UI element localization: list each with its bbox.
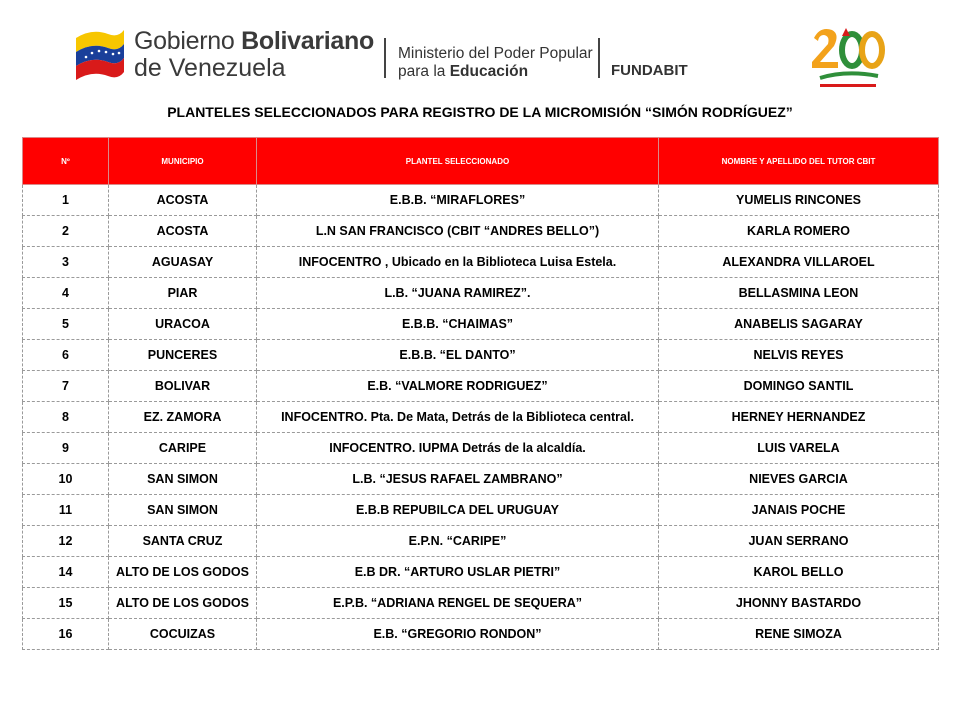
cell-tutor: JANAIS POCHE (659, 495, 939, 526)
cell-municipio: SANTA CRUZ (109, 526, 257, 557)
cell-number: 1 (23, 185, 109, 216)
cell-plantel: L.B. “JESUS RAFAEL ZAMBRANO” (257, 464, 659, 495)
cell-plantel: E.P.B. “ADRIANA RENGEL DE SEQUERA” (257, 588, 659, 619)
cell-plantel: L.N SAN FRANCISCO (CBIT “ANDRES BELLO”) (257, 216, 659, 247)
cell-tutor: HERNEY HERNANDEZ (659, 402, 939, 433)
cell-tutor: KARLA ROMERO (659, 216, 939, 247)
gov-word-gobierno: Gobierno (134, 27, 235, 55)
cell-number: 4 (23, 278, 109, 309)
cell-number: 3 (23, 247, 109, 278)
cell-tutor: LUIS VARELA (659, 433, 939, 464)
cell-plantel: E.B DR. “ARTURO USLAR PIETRI” (257, 557, 659, 588)
table-row (23, 185, 939, 216)
cell-plantel: E.B.B REPUBILCA DEL URUGUAY (257, 495, 659, 526)
cell-tutor: RENE SIMOZA (659, 619, 939, 650)
venezuela-flag-icon (72, 24, 128, 80)
table-row (23, 216, 939, 247)
table-row (23, 557, 939, 588)
table-row (23, 588, 939, 619)
fundabit-logo-text: FUNDABIT (611, 62, 688, 79)
cell-municipio: ACOSTA (109, 216, 257, 247)
cell-municipio: ALTO DE LOS GODOS (109, 588, 257, 619)
cell-number: 2 (23, 216, 109, 247)
government-logo-text (134, 29, 374, 81)
column-header-plantel: PLANTEL SELECCIONADO (257, 138, 659, 185)
ministry-name (398, 45, 593, 81)
cell-plantel: INFOCENTRO. Pta. De Mata, Detrás de la Biblioteca central. (257, 402, 659, 433)
cell-tutor: KAROL BELLO (659, 557, 939, 588)
table-row (23, 309, 939, 340)
cell-number: 12 (23, 526, 109, 557)
table-row (23, 495, 939, 526)
cell-number: 9 (23, 433, 109, 464)
table-row (23, 402, 939, 433)
cell-tutor: NIEVES GARCIA (659, 464, 939, 495)
cell-number: 11 (23, 495, 109, 526)
cell-municipio: URACOA (109, 309, 257, 340)
cell-number: 16 (23, 619, 109, 650)
table-row (23, 278, 939, 309)
cell-municipio: ACOSTA (109, 185, 257, 216)
cell-number: 5 (23, 309, 109, 340)
cell-municipio: COCUIZAS (109, 619, 257, 650)
column-header-number: Nº (23, 138, 109, 185)
table-row (23, 371, 939, 402)
cell-municipio: PUNCERES (109, 340, 257, 371)
cell-plantel: E.B.B. “CHAIMAS” (257, 309, 659, 340)
cell-plantel: E.B. “VALMORE RODRIGUEZ” (257, 371, 659, 402)
cell-municipio: SAN SIMON (109, 495, 257, 526)
column-header-municipio: MUNICIPIO (109, 138, 257, 185)
gov-word-bolivariano: Bolivariano (241, 27, 374, 55)
planteles-table (22, 137, 939, 650)
table-row (23, 526, 939, 557)
cell-municipio: CARIPE (109, 433, 257, 464)
cell-tutor: DOMINGO SANTIL (659, 371, 939, 402)
table-row (23, 619, 939, 650)
cell-municipio: AGUASAY (109, 247, 257, 278)
cell-plantel: E.P.N. “CARIPE” (257, 526, 659, 557)
gov-line-venezuela: de Venezuela (134, 54, 286, 82)
cell-municipio: SAN SIMON (109, 464, 257, 495)
cell-number: 14 (23, 557, 109, 588)
cell-plantel: INFOCENTRO , Ubicado en la Biblioteca Luisa Estela. (257, 247, 659, 278)
cell-plantel: E.B.B. “MIRAFLORES” (257, 185, 659, 216)
table-row (23, 464, 939, 495)
cell-plantel: E.B.B. “EL DANTO” (257, 340, 659, 371)
cell-municipio: EZ. ZAMORA (109, 402, 257, 433)
table-row (23, 340, 939, 371)
page-title: PLANTELES SELECCIONADOS PARA REGISTRO DE LA MICROMISIÓN “SIMÓN RODRÍGUEZ” (167, 104, 793, 120)
cell-number: 7 (23, 371, 109, 402)
cell-municipio: BOLIVAR (109, 371, 257, 402)
cell-plantel: E.B. “GREGORIO RONDON” (257, 619, 659, 650)
cell-tutor: ALEXANDRA VILLAROEL (659, 247, 939, 278)
cell-tutor: NELVIS REYES (659, 340, 939, 371)
ministry-line2-bold: Educación (449, 63, 529, 80)
header-divider (384, 38, 386, 78)
column-header-tutor: NOMBRE Y APELLIDO DEL TUTOR CBIT (659, 138, 939, 185)
cell-municipio: PIAR (109, 278, 257, 309)
table-header-row (23, 138, 939, 185)
cell-municipio: ALTO DE LOS GODOS (109, 557, 257, 588)
cell-number: 10 (23, 464, 109, 495)
cell-tutor: JHONNY BASTARDO (659, 588, 939, 619)
page-header (0, 0, 960, 100)
cell-number: 6 (23, 340, 109, 371)
cell-number: 8 (23, 402, 109, 433)
cell-number: 15 (23, 588, 109, 619)
header-divider (598, 38, 600, 78)
ministry-line1: Ministerio del Poder Popular (398, 45, 593, 62)
cell-plantel: L.B. “JUANA RAMIREZ”. (257, 278, 659, 309)
cell-tutor: JUAN SERRANO (659, 526, 939, 557)
cell-tutor: BELLASMINA LEON (659, 278, 939, 309)
cell-tutor: ANABELIS SAGARAY (659, 309, 939, 340)
cell-plantel: INFOCENTRO. IUPMA Detrás de la alcaldía. (257, 433, 659, 464)
ministry-line2-prefix: para la (398, 63, 446, 80)
table-row (23, 247, 939, 278)
table-row (23, 433, 939, 464)
bicentenario-juventud-logo (806, 22, 888, 92)
cell-tutor: YUMELIS RINCONES (659, 185, 939, 216)
